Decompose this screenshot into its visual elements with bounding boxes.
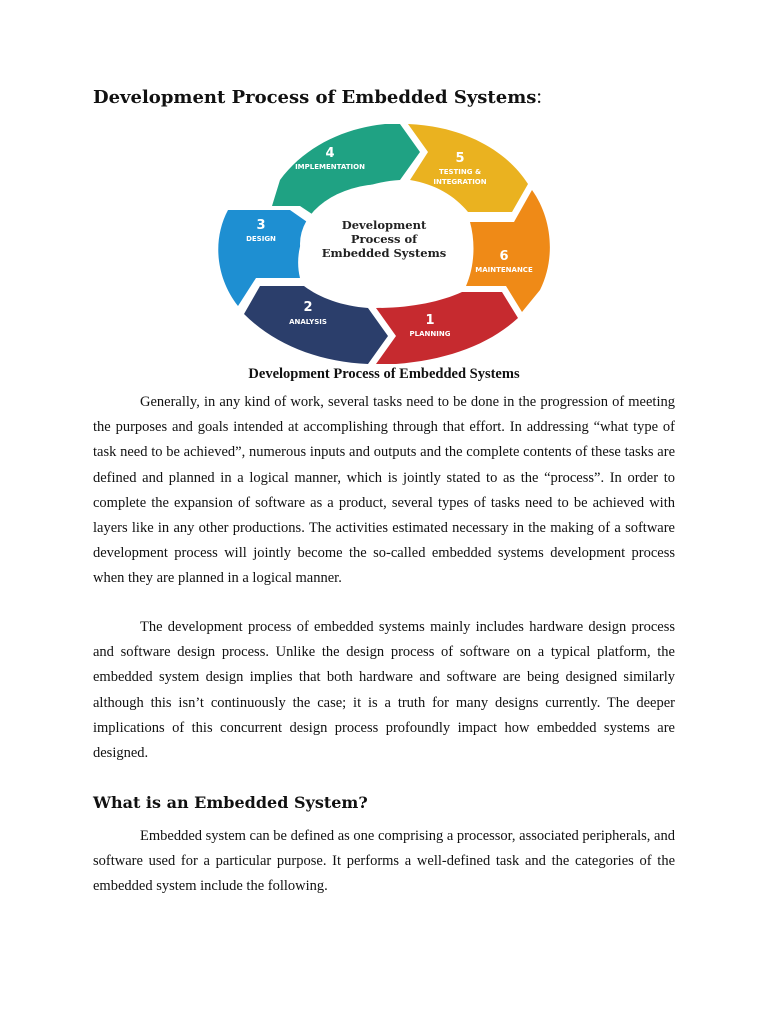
paragraph-1 (93, 390, 675, 592)
segment-1-label: PLANNING (409, 330, 451, 338)
segment-6-label: MAINTENANCE (475, 266, 533, 274)
figure-caption: Development Process of Embedded Systems (248, 366, 520, 382)
segment-3-label: DESIGN (246, 235, 276, 243)
segment-1-number: 1 (425, 313, 435, 328)
segment-2-number: 2 (303, 300, 313, 315)
paragraph-3 (93, 824, 675, 900)
paragraph-2 (93, 615, 675, 766)
paragraph-3-text: Embedded system can be defined as one comprising a processor, associated peripherals, and software used for a particular purpose. It performs a well-defined task and the categories of the embedded system include the following. (93, 828, 675, 895)
segment-5-label: TESTING & (438, 168, 482, 176)
segment-2-label: ANALYSIS (289, 318, 327, 326)
center-line-2: Process of (350, 232, 418, 246)
paragraph-2-text: The development process of embedded systems mainly includes hardware design process and software design process. Unlike the design process of software on a typical platform, the embedded system design implies that both hardware and software are being designed similarly although this isn’t continuously the case; it is a truth for many designs currently. The deeper implications of this concurrent design process profoundly impact how embedded systems are designed. (93, 619, 675, 762)
paragraph-1-text: Generally, in any kind of work, several tasks need to be done in the progression of meeting the purposes and goals intended at accomplishing through that effort. In addressing “what type of task need to be achieved”, numerous inputs and outputs and the complete contents of these tasks are defined and planned in a logical manner, which is jointly stated to as the “process”. In order to complete the expansion of software as a product, several types of tasks need to be achieved with layers like in any other productions. The activities estimated necessary in the making of a software development process will jointly become the so-called embedded systems development process when they are planned in a logical manner. (93, 394, 675, 587)
page-title (93, 86, 542, 109)
page-title-colon: : (536, 86, 542, 108)
segment-4-number: 4 (325, 146, 335, 161)
segment-3-number: 3 (256, 218, 266, 233)
segment-5-label-2: INTEGRATION (433, 178, 487, 186)
segment-4-label: IMPLEMENTATION (295, 163, 365, 171)
section-heading: What is an Embedded System? (93, 793, 368, 812)
center-line-3: Embedded Systems (321, 246, 447, 260)
process-cycle-diagram (200, 118, 570, 370)
page-title-text: Development Process of Embedded Systems (93, 87, 537, 108)
segment-5-number: 5 (455, 151, 465, 166)
segment-6-number: 6 (499, 249, 509, 264)
center-line-1: Development (341, 218, 427, 232)
